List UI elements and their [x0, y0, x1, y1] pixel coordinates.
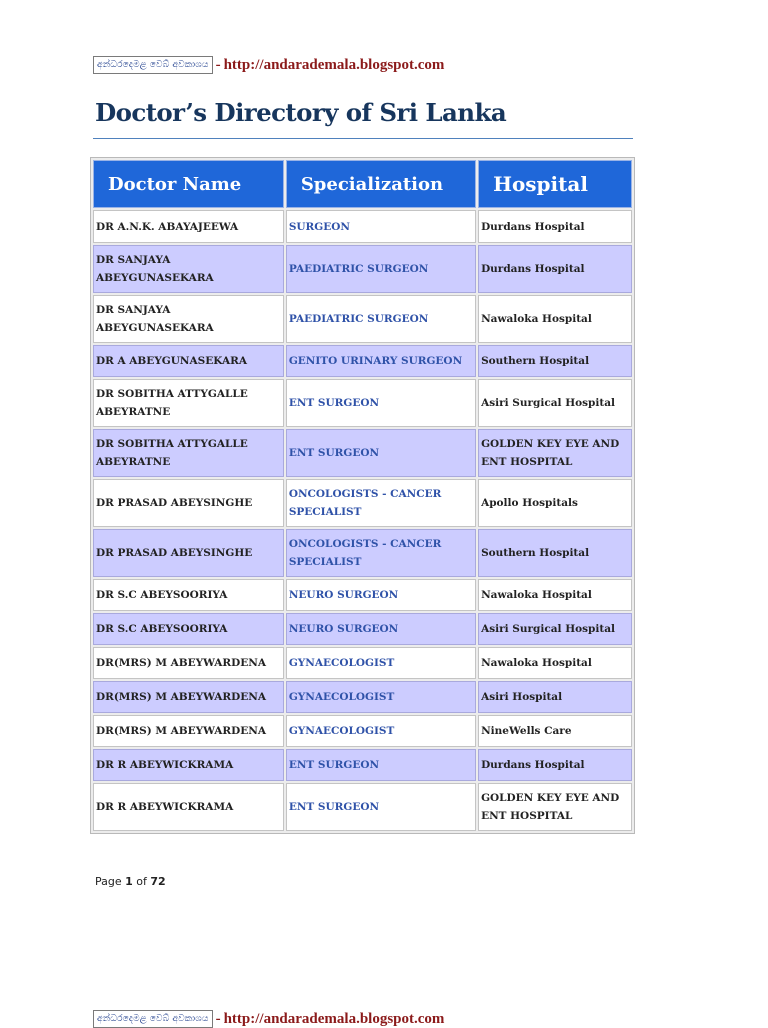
specialization-cell: ONCOLOGISTS - CANCER SPECIALIST [286, 479, 476, 527]
table-row [93, 647, 632, 679]
specialization-cell: GYNAECOLOGIST [286, 715, 476, 747]
table-row [93, 579, 632, 611]
specialization-cell: SURGEON [286, 210, 476, 243]
specialization-cell: NEURO SURGEON [286, 579, 476, 611]
doctor-name-cell: DR PRASAD ABEYSINGHE [93, 479, 284, 527]
hospital-cell: Nawaloka Hospital [478, 295, 632, 343]
hospital-cell: Asiri Hospital [478, 681, 632, 713]
hospital-cell: Nawaloka Hospital [478, 647, 632, 679]
specialization-cell: GYNAECOLOGIST [286, 681, 476, 713]
page-title: Doctor’s Directory of Sri Lanka [95, 98, 507, 127]
specialization-cell: ENT SURGEON [286, 379, 476, 427]
specialization-cell: GYNAECOLOGIST [286, 647, 476, 679]
table-header-row [93, 160, 632, 208]
site-header [93, 56, 444, 74]
doctor-name-cell: DR S.C ABEYSOORIYA [93, 613, 284, 645]
doctor-name-cell: DR A.N.K. ABAYAJEEWA [93, 210, 284, 243]
site-logo: අන්ධරදෙමළ වෙබ් අවකාශය [93, 56, 213, 74]
column-header-hospital: Hospital [478, 160, 632, 208]
column-header-specialization: Specialization [286, 160, 476, 208]
table-row [93, 210, 632, 243]
hospital-cell: Durdans Hospital [478, 210, 632, 243]
doctor-name-cell: DR SOBITHA ATTYGALLE ABEYRATNE [93, 429, 284, 477]
specialization-cell: ONCOLOGISTS - CANCER SPECIALIST [286, 529, 476, 577]
specialization-cell: PAEDIATRIC SURGEON [286, 245, 476, 293]
site-url-link[interactable]: http://andarademala.blogspot.com [223, 56, 445, 73]
page-number [95, 875, 166, 888]
column-header-doctor-name: Doctor Name [93, 160, 284, 208]
doctor-directory-table [90, 157, 635, 834]
table-row [93, 681, 632, 713]
page-of-label: of [136, 875, 147, 888]
table-row [93, 749, 632, 781]
hospital-cell: Southern Hospital [478, 529, 632, 577]
doctor-name-cell: DR SANJAYA ABEYGUNASEKARA [93, 295, 284, 343]
specialization-cell: PAEDIATRIC SURGEON [286, 295, 476, 343]
doctor-name-cell: DR SANJAYA ABEYGUNASEKARA [93, 245, 284, 293]
specialization-cell: ENT SURGEON [286, 783, 476, 831]
table-row [93, 529, 632, 577]
hospital-cell: Durdans Hospital [478, 245, 632, 293]
specialization-cell: GENITO URINARY SURGEON [286, 345, 476, 377]
site-logo: අන්ධරදෙමළ වෙබ් අවකාශය [93, 1010, 213, 1028]
table-row [93, 295, 632, 343]
doctor-name-cell: DR SOBITHA ATTYGALLE ABEYRATNE [93, 379, 284, 427]
hospital-cell: Asiri Surgical Hospital [478, 379, 632, 427]
header-separator: - [215, 56, 221, 73]
table-row [93, 379, 632, 427]
specialization-cell: ENT SURGEON [286, 749, 476, 781]
current-page: 1 [125, 875, 133, 888]
table-row [93, 715, 632, 747]
table-row [93, 613, 632, 645]
hospital-cell: Asiri Surgical Hospital [478, 613, 632, 645]
total-pages: 72 [150, 875, 166, 888]
title-underline [93, 138, 633, 139]
doctor-name-cell: DR(MRS) M ABEYWARDENA [93, 647, 284, 679]
hospital-cell: Nawaloka Hospital [478, 579, 632, 611]
hospital-cell: Southern Hospital [478, 345, 632, 377]
hospital-cell: GOLDEN KEY EYE AND ENT HOSPITAL [478, 429, 632, 477]
doctor-name-cell: DR(MRS) M ABEYWARDENA [93, 681, 284, 713]
table-row [93, 783, 632, 831]
site-footer [93, 1010, 444, 1028]
specialization-cell: NEURO SURGEON [286, 613, 476, 645]
table-row [93, 429, 632, 477]
doctor-name-cell: DR A ABEYGUNASEKARA [93, 345, 284, 377]
table-row [93, 345, 632, 377]
specialization-cell: ENT SURGEON [286, 429, 476, 477]
doctor-name-cell: DR S.C ABEYSOORIYA [93, 579, 284, 611]
hospital-cell: Durdans Hospital [478, 749, 632, 781]
doctor-name-cell: DR R ABEYWICKRAMA [93, 749, 284, 781]
page-label: Page [95, 875, 122, 888]
site-url-link[interactable]: http://andarademala.blogspot.com [223, 1010, 445, 1027]
hospital-cell: NineWells Care [478, 715, 632, 747]
doctor-name-cell: DR R ABEYWICKRAMA [93, 783, 284, 831]
table-row [93, 479, 632, 527]
doctor-name-cell: DR(MRS) M ABEYWARDENA [93, 715, 284, 747]
hospital-cell: GOLDEN KEY EYE AND ENT HOSPITAL [478, 783, 632, 831]
table-row [93, 245, 632, 293]
footer-separator: - [215, 1010, 221, 1027]
doctor-name-cell: DR PRASAD ABEYSINGHE [93, 529, 284, 577]
hospital-cell: Apollo Hospitals [478, 479, 632, 527]
